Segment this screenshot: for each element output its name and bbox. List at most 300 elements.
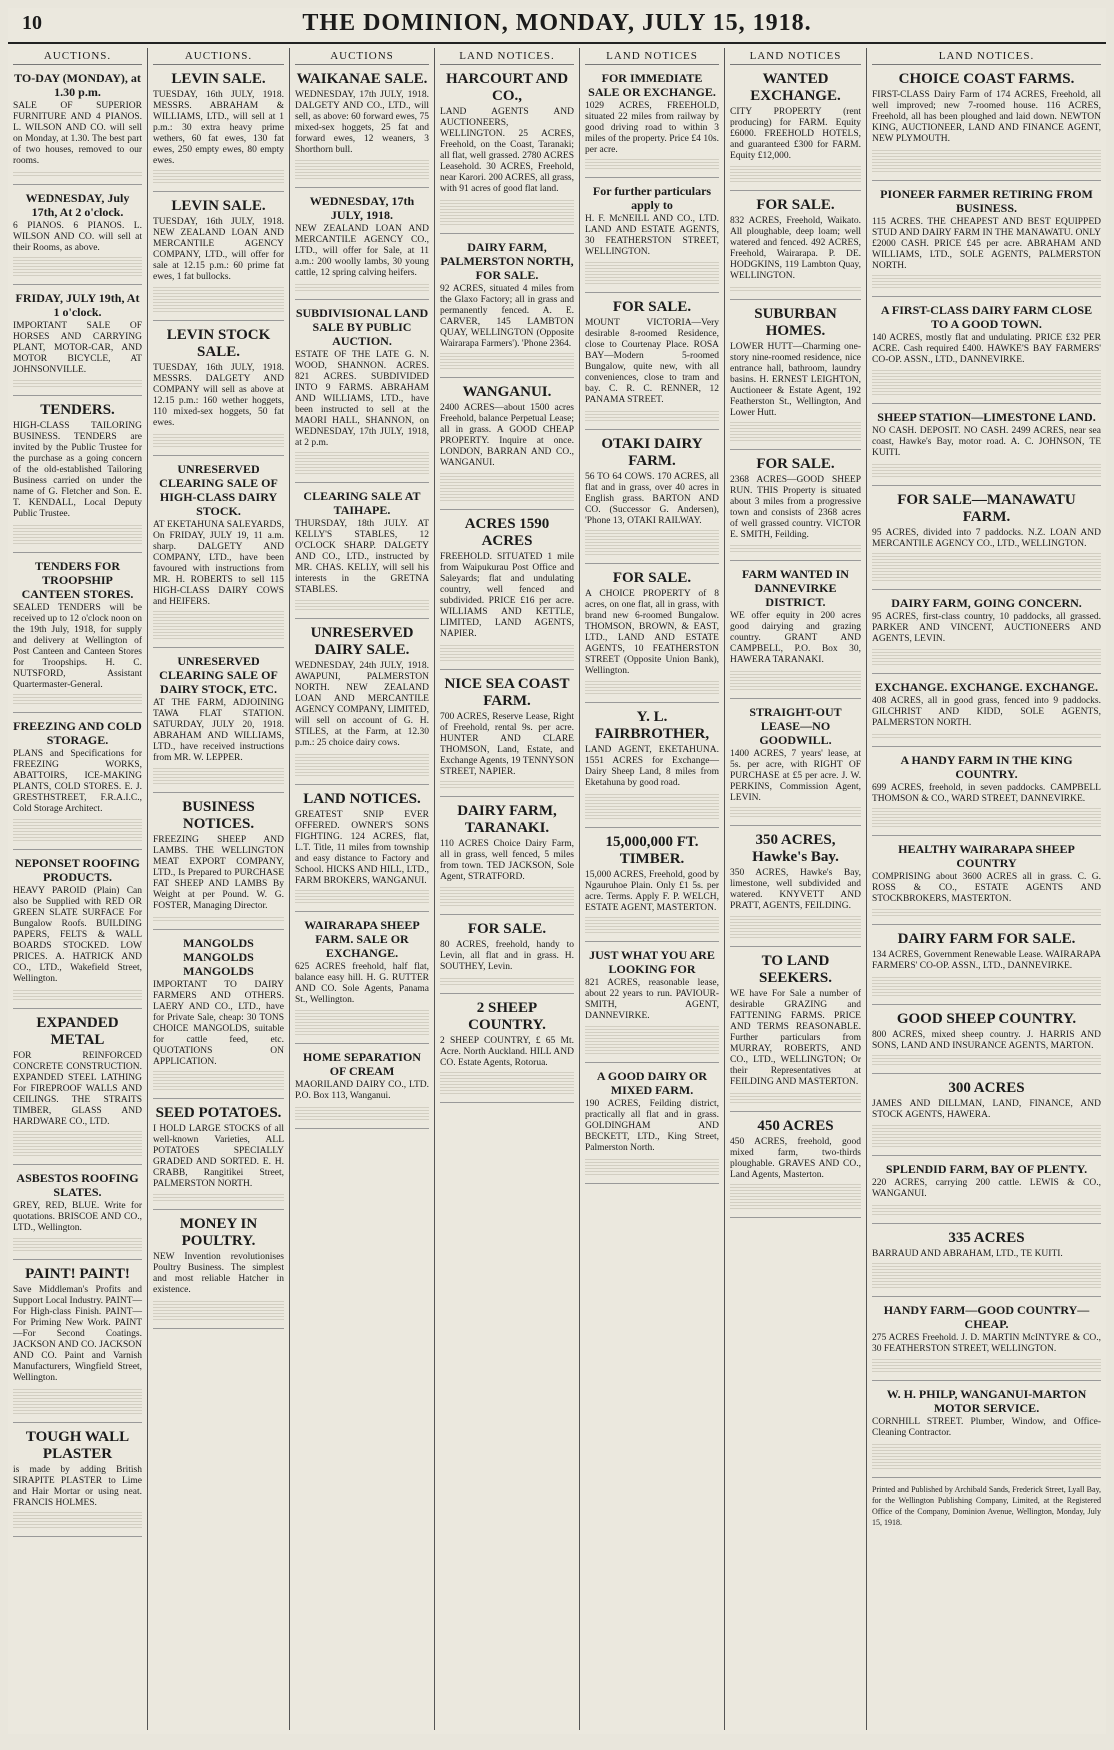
advertisement [872, 842, 1101, 925]
text-lines-decoration [295, 452, 429, 474]
advertisement [440, 71, 574, 234]
ad-text: 220 ACRES, carrying 200 cattle. LEWIS & CO., WANGANUI. [872, 1178, 1101, 1199]
advertisement [153, 1216, 284, 1329]
ad-heading: MONEY IN POULTRY. [179, 1216, 258, 1249]
advertisement [872, 303, 1101, 404]
ad-text: 450 ACRES, freehold, good mixed farm, two-thirds ploughable. GRAVES AND CO., Land Agents, Masterton. [730, 1137, 861, 1180]
text-lines-decoration [730, 807, 861, 817]
ad-heading: CHOICE COAST FARMS. [898, 71, 1075, 87]
ad-text: WEDNESDAY, 24th JULY, 1918. AWAPUNI, PALMERSTON NORTH. NEW ZEALAND LOAN AND MERCANTILE AGENCY COMPANY, LIMITED, will sell on account of G. H. STILES, at the Farm, at 12.30 p.m.: 25 choice dairy cows. [295, 661, 429, 748]
ad-text: NEW Invention revolutionises Poultry Business. The simplest and most reliable Hatcher in existence. [153, 1252, 284, 1295]
text-lines-decoration [585, 680, 719, 694]
advertisement [440, 516, 574, 670]
ad-text: AT EKETAHUNA SALEYARDS, On FRIDAY, JULY 19, 11 a.m. sharp. DALGETY AND COMPANY, LTD., have been favoured with instructions from MR. H. ROBERTS to sell 115 HIGH-CLASS DAIRY COWS and HEIFERS. [153, 520, 284, 607]
ad-heading: GOOD SHEEP COUNTRY. [896, 1011, 1077, 1027]
advertisement [153, 1105, 284, 1210]
ad-heading: FOR SALE. [612, 299, 692, 315]
text-lines-decoration [872, 553, 1101, 581]
text-lines-decoration [13, 1512, 142, 1528]
ad-heading: DAIRY FARM, TARANAKI. [457, 803, 557, 836]
ad-heading: FOR SALE—MANAWATU FARM. [897, 492, 1076, 525]
text-lines-decoration [153, 611, 284, 639]
ad-text: LAND AGENT, EKETAHUNA. 1551 ACRES for Exchange—Dairy Sheep Land, 8 miles from Eketahuna by good road. [585, 745, 719, 788]
ad-heading: PAINT! PAINT! [25, 1266, 130, 1282]
column-5 [580, 48, 725, 1730]
text-lines-decoration [730, 422, 861, 441]
ad-text: CORNHILL STREET. Plumber, Window, and Office-Cleaning Contractor. [872, 1417, 1101, 1438]
advertisement [585, 948, 719, 1063]
ad-heading: SUBDIVISIONAL LAND SALE BY PUBLIC AUCTION. [295, 306, 429, 348]
column-heading: AUCTIONS [295, 50, 429, 65]
newspaper-page [8, 8, 1106, 1734]
columns [8, 48, 1106, 1730]
advertisement [872, 71, 1101, 181]
advertisement [872, 187, 1101, 297]
ad-text: COMPRISING about 3600 ACRES all in grass. C. G. ROSS & CO., ESTATE AGENTS AND STOCKBROKERS, MASTERTON. [872, 872, 1101, 904]
ad-heading: DAIRY FARM, GOING CONCERN. [891, 596, 1082, 610]
text-lines-decoration [585, 1157, 719, 1175]
text-lines-decoration [872, 648, 1101, 665]
ad-text: 95 ACRES, divided into 7 paddocks. N.Z. LOAN AND MERCANTILE AGENCY CO., LTD., WELLINGTON. [872, 528, 1101, 549]
advertisement [295, 1050, 429, 1129]
advertisement [295, 194, 429, 300]
ad-heading: A HANDY FARM IN THE KING COUNTRY. [900, 753, 1073, 781]
text-lines-decoration [730, 1091, 861, 1103]
advertisement [153, 71, 284, 192]
text-lines-decoration [730, 285, 861, 291]
advertisement [872, 492, 1101, 590]
advertisement [872, 1080, 1101, 1156]
ad-text: TUESDAY, 16th JULY, 1918. NEW ZEALAND LOAN AND MERCANTILE AGENCY COMPANY, LTD., will offer for sale at 12.15 p.m.: 60 prime fat ewes, 1 fat bullocks. [153, 217, 284, 282]
advertisement [730, 832, 861, 947]
advertisement [872, 410, 1101, 486]
ad-text: 95 ACRES, first-class country, 10 paddocks, all grassed. PARKER AND VINCENT, AUCTIONEERS AND AGENTS, LEVIN. [872, 612, 1101, 644]
ad-text: is made by adding British SIRAPITE PLASTER to Lime and Hair Mortar or using neat. FRANCIS HOLMES. [13, 1465, 142, 1508]
advertisement [13, 291, 142, 396]
ad-heading: HARCOURT AND CO., [445, 71, 569, 104]
advertisement [872, 753, 1101, 836]
advertisement [295, 71, 429, 188]
ad-heading: LEVIN SALE. [171, 198, 266, 214]
ad-heading: FARM WANTED IN DANNEVIRKE DISTRICT. [742, 567, 849, 609]
advertisement [585, 570, 719, 703]
ad-heading: FOR IMMEDIATE SALE OR EXCHANGE. [588, 71, 716, 99]
ad-heading: WAIKANAE SALE. [296, 71, 428, 87]
ad-heading: 350 ACRES, Hawke's Bay. [752, 832, 839, 865]
ad-heading: ASBESTOS ROOFING SLATES. [16, 1171, 139, 1199]
ad-heading: UNRESERVED CLEARING SALE OF HIGH-CLASS DAIRY STOCK. [159, 462, 278, 518]
text-lines-decoration [872, 1124, 1101, 1147]
advertisement [730, 71, 861, 191]
advertisement [153, 799, 284, 930]
ad-text: 1400 ACRES, 7 years' lease, at 5s. per acre, with RIGHT OF PURCHASE at £5 per acre. J. W. PERKINS, Commission Agent, LEVIN. [730, 749, 861, 803]
ad-text: NO CASH. DEPOSIT. NO CASH. 2499 ACRES, near sea coast, Hawke's Bay, motor road. A. C. JOHNSON, TE KUITI. [872, 426, 1101, 458]
text-lines-decoration [153, 1071, 284, 1090]
text-lines-decoration [585, 261, 719, 284]
text-lines-decoration [872, 975, 1101, 996]
ad-text: 832 ACRES, Freehold, Waikato. All ploughable, deep loam; well watered and fenced. 492 ACRES, Freehold, Wairarapa. P. DE. HODGKINS, 119 Lambton Quay, WELLINGTON. [730, 216, 861, 281]
column-6 [725, 48, 867, 1730]
ad-text: GREATEST SNIP EVER OFFERED. OWNER'S SONS FIGHTING. 124 ACRES, flat, L.T. Title, 11 miles from township and easy distance to Factory and School. HICKS AND HILL, LTD., FARM BROKERS, WANGANUI. [295, 810, 429, 886]
ad-heading: LEVIN STOCK SALE. [166, 327, 271, 360]
ad-text: FOR REINFORCED CONCRETE CONSTRUCTION. EXPANDED STEEL LATHING For FIREPROOF WALLS AND CEILINGS. THE STRAITS TIMBER, GLASS AND HARDWARE CO., LTD. [13, 1051, 142, 1127]
text-lines-decoration [872, 275, 1101, 288]
advertisement [872, 1303, 1101, 1381]
column-heading: LAND NOTICES. [872, 50, 1101, 65]
ad-text: LAND AGENTS AND AUCTIONEERS, WELLINGTON. 25 ACRES, Freehold, on the Coast, Taranaki; all flat, well grassed. 2780 ACRES Leasehold. 30 ACRES, Freehold, near Karori. 200 ACRES, all grass, with 91 acres of good flat land. [440, 107, 574, 194]
text-lines-decoration [13, 818, 142, 841]
ad-heading: ACRES 1590 ACRES [464, 516, 550, 549]
ad-heading: EXCHANGE. EXCHANGE. EXCHANGE. [874, 680, 1099, 694]
ad-text: WE offer equity in 200 acres good dairying and grazing country. GRANT AND CAMPBELL, P.O. Box 30, HAWERA TARANAKI. [730, 611, 861, 665]
advertisement [585, 436, 719, 564]
text-lines-decoration [440, 198, 574, 225]
ad-text: WEDNESDAY, 17th JULY, 1918. DALGETY AND CO., LTD., will sell, as above: 60 forward ewes, 75 mixed-sex hoggets, 25 fat and forward ewes, 12 weaners, 3 Shorthorn bull. [295, 90, 429, 155]
ad-heading: FREEZING AND COLD STORAGE. [13, 719, 142, 747]
ad-heading: 2 SHEEP COUNTRY. [468, 1000, 546, 1033]
ad-heading: LAND NOTICES. [303, 791, 421, 807]
ad-heading: TENDERS FOR TROOPSHIP CANTEEN STORES. [21, 559, 134, 601]
advertisement [13, 559, 142, 713]
ad-heading: TO LAND SEEKERS. [759, 953, 832, 986]
text-lines-decoration [153, 915, 284, 921]
text-lines-decoration [585, 917, 719, 933]
text-lines-decoration [872, 1358, 1101, 1372]
text-lines-decoration [585, 159, 719, 169]
ad-heading: LEVIN SALE. [171, 71, 266, 87]
advertisement [440, 384, 574, 510]
column-4 [435, 48, 580, 1730]
ad-text: FREEZING SHEEP AND LAMBS. THE WELLINGTON MEAT EXPORT COMPANY, LTD., Is Prepared to PURCHASE FAT SHEEP AND LAMBS By Weight at per Pound. W. G. FOSTER, Managing Director. [153, 835, 284, 911]
ad-text: AT THE FARM, ADJOINING TAWA FLAT STATION. SATURDAY, JULY 20, 1918. ABRAHAM AND WILLIAMS, LTD., have received instructions from MR. W. LEPPER. [153, 698, 284, 763]
text-lines-decoration [585, 409, 719, 421]
ad-heading: 450 ACRES [757, 1118, 834, 1134]
advertisement [440, 921, 574, 994]
ad-text: JAMES AND DILLMAN, LAND, FINANCE, AND STOCK AGENTS, HAWERA. [872, 1099, 1101, 1120]
text-lines-decoration [295, 1009, 429, 1035]
advertisement [153, 936, 284, 1099]
text-lines-decoration [13, 170, 142, 176]
advertisement [440, 676, 574, 797]
text-lines-decoration [295, 159, 429, 179]
advertisement [13, 402, 142, 553]
ad-text: 699 ACRES, freehold, in seven paddocks. CAMPBELL THOMSON & CO., WARD STREET, DANNEVIRKE. [872, 783, 1101, 804]
column-heading: LAND NOTICES [585, 50, 719, 65]
advertisement [295, 791, 429, 912]
advertisement [585, 834, 719, 942]
text-lines-decoration [13, 379, 142, 387]
text-lines-decoration [872, 1442, 1101, 1469]
advertisement [730, 705, 861, 826]
text-lines-decoration [730, 1184, 861, 1209]
ad-heading: SEED POTATOES. [155, 1105, 282, 1121]
text-lines-decoration [440, 886, 574, 906]
advertisement [13, 1266, 142, 1423]
text-lines-decoration [295, 890, 429, 903]
text-lines-decoration [440, 1072, 574, 1094]
text-lines-decoration [440, 643, 574, 661]
ad-heading: WANTED EXCHANGE. [750, 71, 841, 104]
ad-heading: W. H. PHILP, WANGANUI-MARTON MOTOR SERVICE. [886, 1387, 1087, 1415]
text-lines-decoration [440, 781, 574, 788]
advertisement [13, 191, 142, 285]
ad-heading: A GOOD DAIRY OR MIXED FARM. [596, 1069, 708, 1097]
ad-text: TUESDAY, 16th JULY, 1918. MESSRS. DALGETY AND COMPANY will sell as above at 12.15 p.m.: 160 wether hoggets, 110 mixed-sex hoggets, 50 fat ewes. [153, 363, 284, 428]
ad-heading: FRIDAY, JULY 19th, At 1 o'clock. [15, 291, 140, 319]
text-lines-decoration [13, 988, 142, 1000]
text-lines-decoration [153, 286, 284, 312]
advertisement [585, 71, 719, 178]
ad-heading: STRAIGHT-OUT LEASE—NO GOODWILL. [749, 705, 842, 747]
text-lines-decoration [440, 472, 574, 501]
text-lines-decoration [585, 1025, 719, 1054]
advertisement [440, 240, 574, 378]
ad-heading: NICE SEA COAST FARM. [444, 676, 570, 709]
ad-text: 700 ACRES, Reserve Lease, Right of Freehold, rental 9s. per acre. HUNTER AND CLARE THOMSON, Land, Estate, and Exchange Agents, 19 TENNYSON STREET, NAPIER. [440, 712, 574, 777]
column-heading: LAND NOTICES. [440, 50, 574, 65]
text-lines-decoration [295, 599, 429, 610]
ad-text: FREEHOLD. SITUATED 1 mile from Waipukurau Post Office and Saleyards; flat and undulating country, well fenced and subdivided. PRICE £16 per acre. WILLIAMS AND KETTLE, LIMITED, LAND AGENTS, NAPIER. [440, 552, 574, 639]
advertisement [730, 197, 861, 300]
text-lines-decoration [153, 170, 284, 183]
ad-heading: WEDNESDAY, July 17th, At 2 o'clock. [25, 191, 130, 219]
ad-heading: HANDY FARM—GOOD COUNTRY—CHEAP. [883, 1303, 1090, 1331]
ad-text: WE have For Sale a number of desirable GRAZING and FATTENING FARMS. PRICE AND TERMS REASONABLE. Further particulars from MURRAY, ROBERTS, AND CO., LTD., WELLINGTON; Or their Representatives at FEILDING AND MASTERTON. [730, 989, 861, 1087]
advertisement [153, 462, 284, 648]
advertisement [585, 709, 719, 828]
ad-heading: FOR SALE. [756, 456, 835, 472]
ad-text: 408 ACRES, all in good grass, fenced into 9 paddocks. GILCHRIST AND KIDD, SOLE AGENTS, PALMERSTON NORTH. [872, 696, 1101, 728]
text-lines-decoration [872, 908, 1101, 916]
advertisement [440, 1000, 574, 1103]
advertisement [872, 1230, 1101, 1297]
ad-heading: For further particulars apply to [592, 184, 712, 212]
advertisement [872, 680, 1101, 747]
column-heading: LAND NOTICES [730, 50, 861, 65]
ad-text: TUESDAY, 16th JULY, 1918. MESSRS. ABRAHAM & WILLIAMS, LTD., will sell at 1 p.m.: 30 extra heavy prime wethers, 60 fat ewes, 130 fat ewes, 250 empty ewes, 80 empty ewes. [153, 90, 284, 166]
ad-heading: SPLENDID FARM, BAY OF PLENTY. [885, 1162, 1088, 1176]
ad-text: GREY, RED, BLUE. Write for quotations. BRISCOE AND CO., LTD., Wellington. [13, 1201, 142, 1233]
ad-text: SALE OF SUPERIOR FURNITURE AND 4 PIANOS. L. WILSON AND CO. will sell on Monday, at 1.30. The best part of two houses, removed to our rooms. [13, 101, 142, 166]
ad-text: THURSDAY, 18th JULY. AT KELLY'S STABLES, 12 O'CLOCK SHARP. DALGETY AND CO., LTD., instructed by MR. CHAS. KELLY, will sell his interests in the GRETNA STABLES. [295, 519, 429, 595]
ad-text: SEALED TENDERS will be received up to 12 o'clock noon on the 19th July, 1918, for supply and delivery at Wellington of Post Canteen and Canteen Stores for Troopships. H. C. NUTSFORD, Assistant Quartermaster-General. [13, 603, 142, 690]
ad-heading: WEDNESDAY, 17th JULY, 1918. [309, 194, 415, 222]
ad-text: MOUNT VICTORIA—Very desirable 8-roomed Residence, close to Courtenay Place. ROSA BAY—Modern 5-roomed Bungalow, quite new, with all conveniences, close to tram and bay. C. R. C. RENNER, 12 PANAMA STREET. [585, 318, 719, 405]
ad-text: 92 ACRES, situated 4 miles from the Glaxo Factory; all in grass and permanently fenced. A. E. CARVER, 145 LAMBTON QUAY, WELLINGTON (Opposite Wairarapa Farmers'). 'Phone 2364. [440, 284, 574, 349]
ad-text: BARRAUD AND ABRAHAM, LTD., TE KUITI. [872, 1249, 1063, 1259]
advertisement [730, 456, 861, 561]
ad-text: FIRST-CLASS Dairy Farm of 174 ACRES, Freehold, all well improved; new 7-roomed house. 116 ACRES, Freehold, all has been ploughed and laid down. NEWTON KING, AUCTIONEER, LAND AND FINANCE AGENT, NEW PLYMOUTH. [872, 90, 1101, 144]
ad-heading: A FIRST-CLASS DAIRY FARM CLOSE TO A GOOD TOWN. [880, 303, 1093, 331]
ad-heading: TO-DAY (MONDAY), at 1.30 p.m. [14, 71, 141, 99]
text-lines-decoration [153, 1299, 284, 1320]
ad-text: HEAVY PAROID (Plain) Can also be Supplied with RED OR GREEN SLATE SURFACE For Bungalow Roofs. BUILDING PAPERS, FELTS & WALL BOARDS STOCKED. LOW PRICES. A. HATRICK AND CO., LTD., Wakefield Street, Wellington. [13, 886, 142, 984]
ad-text: 115 ACRES. THE CHEAPEST AND BEST EQUIPPED STUD AND DAIRY FARM IN THE MANAWATU. ONLY £2000 CASH. PRICE £45 per acre. ABRAHAM AND WILLIAMS, LTD., SOLE AGENTS, PALMERSTON NORTH. [872, 217, 1101, 271]
ad-heading: HOME SEPARATION OF CREAM [303, 1050, 421, 1078]
column-heading: AUCTIONS. [13, 50, 142, 65]
ad-heading: UNRESERVED DAIRY SALE. [310, 625, 414, 658]
ad-heading: 335 ACRES [948, 1230, 1025, 1246]
text-lines-decoration [13, 1131, 142, 1156]
text-lines-decoration [730, 915, 861, 938]
ad-heading: TENDERS. [40, 402, 115, 418]
advertisement [872, 1387, 1101, 1478]
advertisement [730, 1118, 861, 1218]
ad-text: I HOLD LARGE STOCKS of all well-known Varieties, ALL POTATOES SPECIALLY GRADED AND SORTED. E. H. CRABB, Rangitikei Street, PALMERSTON NORTH. [153, 1124, 284, 1189]
ad-text: 190 ACRES, Feilding district, practically all flat and in grass. GOLDINGHAM AND BECKETT, LTD., King Street, Palmerston North. [585, 1099, 719, 1153]
ad-heading: BUSINESS NOTICES. [182, 799, 255, 832]
ad-text: LOWER HUTT—Charming one-story nine-roomed residence, nice entrance hall, bathroom, laundry basins. H. ERNEST LEIGHTON, Auctioneer & Estate Agent, 192 Featherston St., Wellington, And Lower Hutt. [730, 342, 861, 418]
ad-heading: DAIRY FARM, PALMERSTON NORTH, FOR SALE. [440, 240, 574, 282]
text-lines-decoration [153, 432, 284, 447]
ad-text: HIGH-CLASS TAILORING BUSINESS. TENDERS are invited by the Public Trustee for the purchase as a going concern of the old-established Tailoring Business carried on under the name of G. Fletcher and Son. E. T. KENDALL, Local Deputy Public Trustee. [13, 421, 142, 519]
ad-text: 140 ACRES, mostly flat and undulating. PRICE £32 PER ACRE. Cash required £400. HAWKE'S BAY FARMERS' CO-OP. ASSN., LTD., DANNEVIRKE. [872, 333, 1101, 365]
advertisement [585, 184, 719, 293]
advertisement [295, 918, 429, 1044]
advertisement [872, 1011, 1101, 1074]
text-lines-decoration [295, 752, 429, 776]
advertisement [730, 567, 861, 699]
ad-text: 350 ACRES, Hawke's Bay, limestone, well subdivided and watered. KNYVETT AND PRATT, AGENTS, FEILDING. [730, 868, 861, 911]
ad-heading: Y. L. FAIRBROTHER, [594, 709, 710, 742]
advertisement [13, 719, 142, 850]
ad-heading: HEALTHY WAIRARAPA SHEEP COUNTRY [898, 842, 1075, 870]
column-1 [8, 48, 148, 1730]
text-lines-decoration [872, 1263, 1101, 1288]
text-lines-decoration [13, 1237, 142, 1251]
ad-heading: PIONEER FARMER RETIRING FROM BUSINESS. [880, 187, 1093, 215]
ad-text: Save Middleman's Profits and Support Local Industry. PAINT—For High-class Finish. PAINT—For Priming New Work. PAINT—For Second Coatings. JACKSON AND CO. JACKSON AND CO. Paint and Varnish Manufacturers, Wingfield Street, Wellington. [13, 1285, 142, 1383]
advertisement [13, 1171, 142, 1260]
imprint-footer: Printed and Published by Archibald Sands, Frederick Street, Lyall Bay, for the Wellington Publishing Company, Limited, at the Registered Office of the Company, Dominion Avenue, Wellington, Monday, July 15, 1918. [872, 1485, 1101, 1527]
ad-text: 6 PIANOS. 6 PIANOS. L. WILSON AND CO. will sell at their Rooms, as above. [13, 221, 142, 253]
advertisement [13, 1015, 142, 1165]
text-lines-decoration [730, 165, 861, 182]
ad-heading: UNRESERVED CLEARING SALE OF DAIRY STOCK, ETC. [159, 654, 278, 696]
masthead [8, 8, 1106, 44]
ad-text: 134 ACRES, Government Renewable Lease. WAIRARAPA FARMERS' CO-OP. ASSN., LTD., DANNEVIRKE. [872, 950, 1101, 971]
ad-text: 800 ACRES, mixed sheep country. J. HARRIS AND SONS, LAND AND INSURANCE AGENTS, MARTON. [872, 1030, 1101, 1051]
ad-text: CITY PROPERTY (rent producing) for FARM. Equity £6000. FREEHOLD HOTELS, and guaranteed £300 for FARM. Equity £12,000. [730, 107, 861, 161]
ad-heading: FOR SALE. [612, 570, 692, 586]
advertisement [153, 198, 284, 321]
column-2 [148, 48, 290, 1730]
ad-text: IMPORTANT SALE OF HORSES AND CARRYING PLANT, MOTOR-CAR, AND MOTOR BICYCLE, AT JOHNSONVILLE. [13, 321, 142, 375]
ad-text: ESTATE OF THE LATE G. N. WOOD, SHANNON. ACRES. 821 ACRES. SUBDIVIDED INTO 9 FARMS. ABRAHAM AND WILLIAMS, LTD., have been instructed to sell at the MAORI HALL, SHANNON, on WEDNESDAY, 17th JULY, 1918, at 2 p.m. [295, 350, 429, 448]
advertisement [153, 327, 284, 456]
text-lines-decoration [13, 694, 142, 704]
advertisement [730, 306, 861, 450]
ad-text: MAORILAND DAIRY CO., LTD. P.O. Box 113, Wanganui. [295, 1080, 429, 1101]
advertisement [872, 931, 1101, 1005]
ad-text: 2400 ACRES—about 1500 acres Freehold, balance Perpetual Lease; all in grass. A GOOD CHEAP PROPERTY. Inquire at once. LONDON, BARRAN AND CO., WANGANUI. [440, 403, 574, 468]
ad-text: 275 ACRES Freehold. J. D. MARTIN McINTYRE & CO., 30 FEATHERSTON STREET, WELLINGTON. [872, 1333, 1101, 1354]
ad-text: NEW ZEALAND LOAN AND MERCANTILE AGENCY CO., LTD., will offer for Sale, at 11 a.m.: 200 woolly lambs, 30 young cattle, 12 spring calving heifers. [295, 224, 429, 278]
ad-heading: NEPONSET ROOFING PRODUCTS. [15, 856, 140, 884]
ad-heading: SHEEP STATION—LIMESTONE LAND. [877, 410, 1096, 424]
advertisement [295, 489, 429, 619]
advertisement [440, 803, 574, 915]
text-lines-decoration [153, 1193, 284, 1201]
text-lines-decoration [13, 523, 142, 544]
text-lines-decoration [440, 976, 574, 985]
ad-text: 821 ACRES, reasonable lease, about 22 years to run. PAVIOUR-SMITH, AGENT, DANNEVIRKE. [585, 978, 719, 1021]
column-heading: AUCTIONS. [153, 50, 284, 65]
ad-heading: FOR SALE. [467, 921, 547, 937]
text-lines-decoration [730, 669, 861, 690]
text-lines-decoration [13, 257, 142, 276]
ad-heading: 300 ACRES [948, 1080, 1025, 1096]
text-lines-decoration [13, 1387, 142, 1414]
ad-text: 80 ACRES, freehold, handy to Levin, all flat and in grass. H. SOUTHEY, Levin. [440, 940, 574, 972]
ad-heading: FOR SALE. [756, 197, 835, 213]
ad-heading: JUST WHAT YOU ARE LOOKING FOR [589, 948, 715, 976]
advertisement [872, 1162, 1101, 1224]
ad-text: 1029 ACRES, FREEHOLD, situated 22 miles from railway by good driving road to within 3 miles of the property. Price £4 10s. per acre. [585, 101, 719, 155]
ad-heading: 15,000,000 FT. TIMBER. [605, 834, 699, 867]
ad-text: A CHOICE PROPERTY of 8 acres, on one flat, all in grass, with brand new 6-roomed Bungalow. THOMSON, BROWN, & EAST, LTD., LAND AND ESTATE AGENTS, 10 FEATHERSTON STREET (Opposite Union Bank), Wellington. [585, 589, 719, 676]
ad-heading: TOUGH WALL PLASTER [25, 1429, 130, 1462]
text-lines-decoration [872, 1055, 1101, 1065]
advertisement [295, 625, 429, 785]
text-lines-decoration [295, 1105, 429, 1120]
ad-text: 110 ACRES Choice Dairy Farm, all in grass, well fenced, 5 miles from town. TED JACKSON, Sole Agent, STRATFORD. [440, 839, 574, 882]
text-lines-decoration [585, 792, 719, 819]
ad-text: H. F. McNEILL AND CO., LTD. LAND AND ESTATE AGENTS, 30 FEATHERSTON STREET, WELLINGTON. [585, 214, 719, 257]
ad-heading: WANGANUI. [462, 384, 552, 400]
text-lines-decoration [872, 732, 1101, 738]
advertisement [13, 1429, 142, 1537]
text-lines-decoration [440, 353, 574, 369]
advertisement [13, 856, 142, 1009]
advertisement [730, 953, 861, 1112]
ad-text: 15,000 ACRES, Freehold, good by Ngauruhoe Plain. Only £1 5s. per acre. Terms. Apply F. P. WELCH, ESTATE AGENT, MASTERTON. [585, 870, 719, 913]
advertisement [585, 1069, 719, 1184]
ad-text: 2368 ACRES—GOOD SHEEP RUN. THIS Property is situated about 3 miles from a progressive town and consists of 2368 acres of well grassed country. VICTOR E. SMITH, Feilding. [730, 475, 861, 540]
text-lines-decoration [153, 767, 284, 784]
advertisement [585, 299, 719, 430]
ad-heading: OTAKI DAIRY FARM. [601, 436, 703, 469]
text-lines-decoration [295, 282, 429, 291]
text-lines-decoration [730, 544, 861, 552]
ad-heading: SUBURBAN HOMES. [754, 306, 837, 339]
ad-heading: MANGOLDS MANGOLDS MANGOLDS [183, 936, 254, 978]
ad-text: 625 ACRES freehold, half flat, balance easy hill. H. G. RUTTER AND CO. Sole Agents, Panama St., Wellington. [295, 962, 429, 1005]
advertisement [872, 596, 1101, 674]
ad-heading: WAIRARAPA SHEEP FARM. SALE OR EXCHANGE. [304, 918, 420, 960]
text-lines-decoration [872, 148, 1101, 172]
advertisement [295, 306, 429, 483]
ad-heading: EXPANDED METAL [36, 1015, 119, 1048]
masthead-title: THE DOMINION, MONDAY, JULY 15, 1918. [302, 10, 812, 36]
ad-heading: DAIRY FARM FOR SALE. [897, 931, 1076, 947]
text-lines-decoration [872, 369, 1101, 395]
text-lines-decoration [585, 530, 719, 555]
ad-heading: CLEARING SALE AT TAIHAPE. [303, 489, 421, 517]
text-lines-decoration [872, 808, 1101, 827]
advertisement [153, 654, 284, 793]
text-lines-decoration [872, 1203, 1101, 1215]
column-3 [290, 48, 435, 1730]
ad-text: PLANS and Specifications for FREEZING WORKS, ABATTOIRS, ICE-MAKING PLANTS, COLD STORES. E. J. GRESTHSTREET, F.R.A.I.C., Cold Storage Architect. [13, 749, 142, 814]
advertisement [13, 71, 142, 185]
text-lines-decoration [872, 462, 1101, 477]
ad-text: IMPORTANT TO DAIRY FARMERS AND OTHERS. LAERY AND CO., LTD., have for Private Sale, cheap: 30 TONS CHOICE MANGOLDS, suitable for cattle feed, etc. QUOTATIONS ON APPLICATION. [153, 980, 284, 1067]
ad-text: 2 SHEEP COUNTRY, £ 65 Mt. Acre. North Auckland. HILL AND CO. Estate Agents, Rotorua. [440, 1036, 574, 1068]
page-number: 10 [22, 12, 42, 34]
column-7 [867, 48, 1106, 1730]
ad-text: 56 TO 64 COWS. 170 ACRES, all flat and in grass, over 40 acres in English grass. BARTON AND CO. (Successor G. Andersen), 'Phone 13, OTAKI RAILWAY. [585, 472, 719, 526]
